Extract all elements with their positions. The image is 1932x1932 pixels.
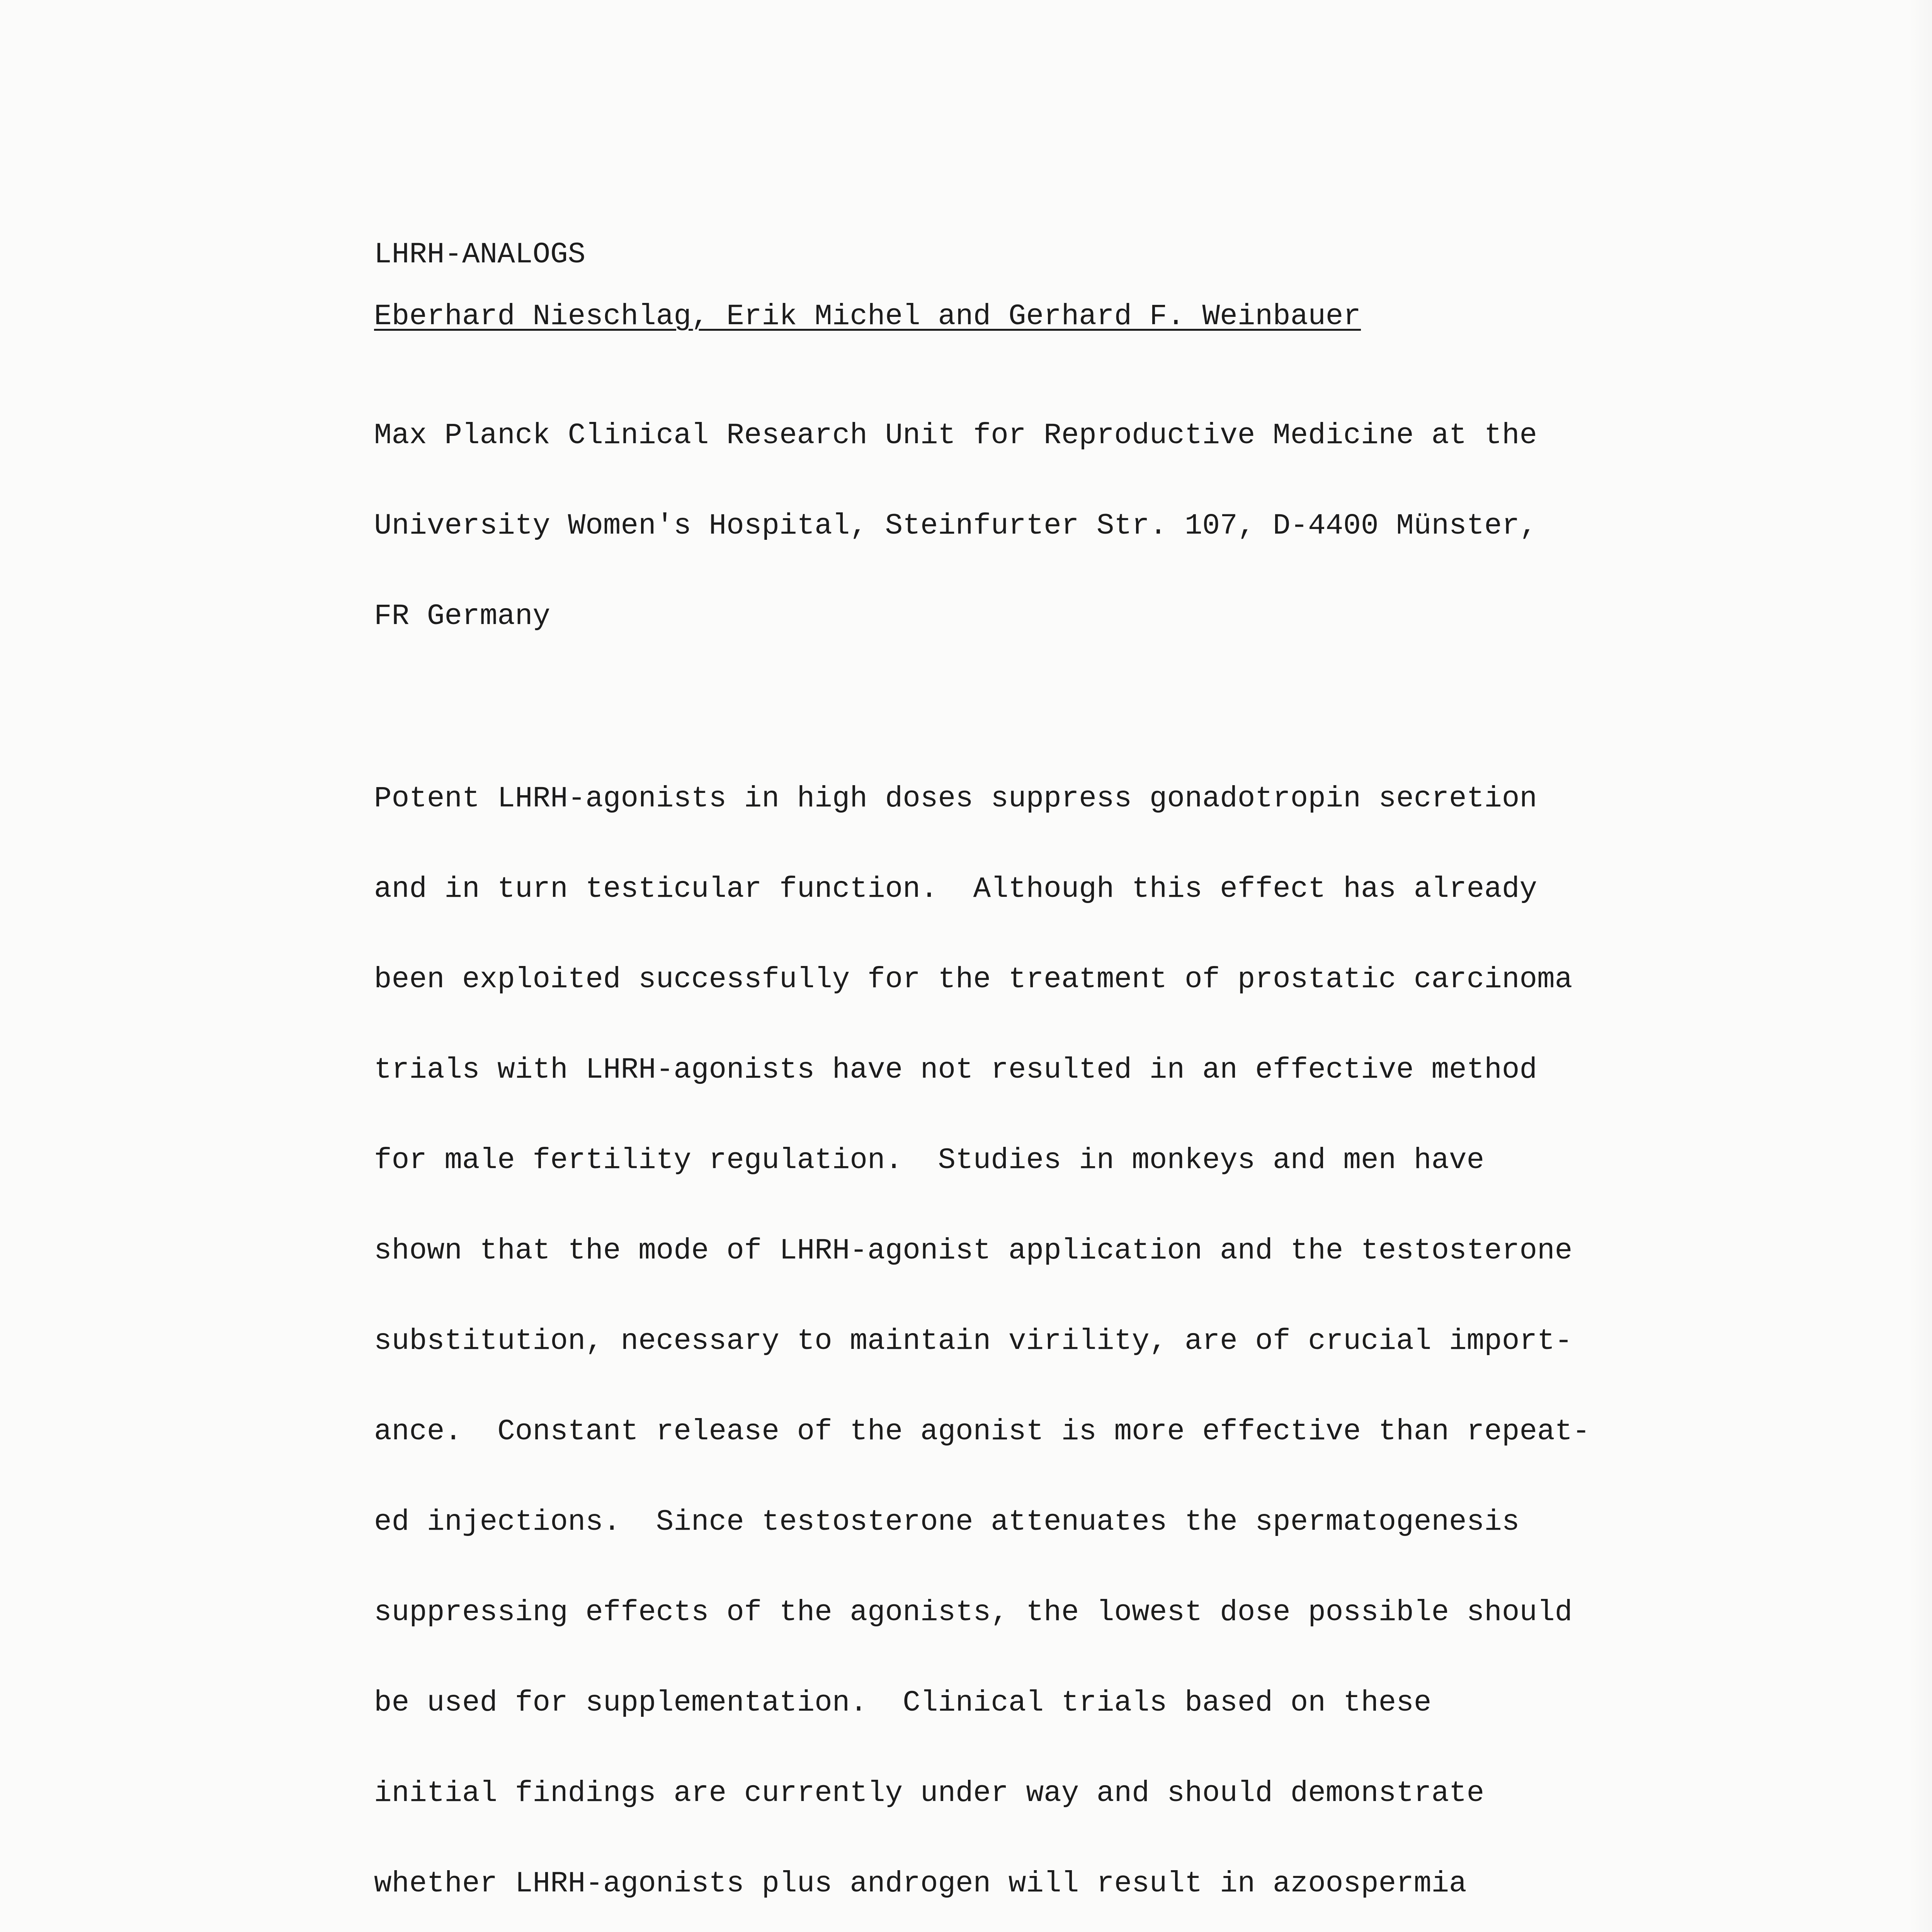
text-line: Potent LHRH-agonists in high doses suppress gonadotropin secretion (374, 782, 1537, 815)
text-line: ed injections. Since testosterone attenuates the spermatogenesis (374, 1505, 1520, 1539)
text-line: be used for supplementation. Clinical trials based on these (374, 1686, 1432, 1719)
text-line: for male fertility regulation. Studies in monkeys and men have (374, 1144, 1485, 1177)
article1-title: LHRH-ANALOGS (374, 238, 586, 271)
article1-abstract (374, 723, 1649, 1932)
page-content (374, 240, 1649, 1932)
text-line: shown that the mode of LHRH-agonist application and the testosterone (374, 1234, 1573, 1267)
page-edge-shadow (1909, 0, 1932, 1932)
affiliation-line: University Women's Hospital, Steinfurter Str. 107, D-4400 Münster, (374, 509, 1537, 543)
text-line: trials with LHRH-agonists have not resulted in an effective method (374, 1053, 1537, 1087)
article1-affiliation (374, 360, 1649, 692)
text-line: initial findings are currently under way and should demonstrate (374, 1777, 1485, 1810)
text-line: suppressing effects of the agonists, the lowest dose possible should (374, 1596, 1573, 1629)
text-line: substitution, necessary to maintain virility, are of crucial import- (374, 1325, 1573, 1358)
article1-authors: Eberhard Nieschlag, Erik Michel and Gerhard F. Weinbauer (374, 300, 1361, 333)
text-line: whether LHRH-agonists plus androgen will result in azoospermia (374, 1867, 1467, 1900)
affiliation-line: FR Germany (374, 600, 551, 633)
text-line: ance. Constant release of the agonist is more effective than repeat- (374, 1415, 1590, 1448)
affiliation-line: Max Planck Clinical Research Unit for Reproductive Medicine at the (374, 419, 1537, 452)
text-line: been exploited successfully for the treatment of prostatic carcinoma (374, 963, 1573, 996)
text-line: and in turn testicular function. Although this effect has already (374, 872, 1537, 906)
